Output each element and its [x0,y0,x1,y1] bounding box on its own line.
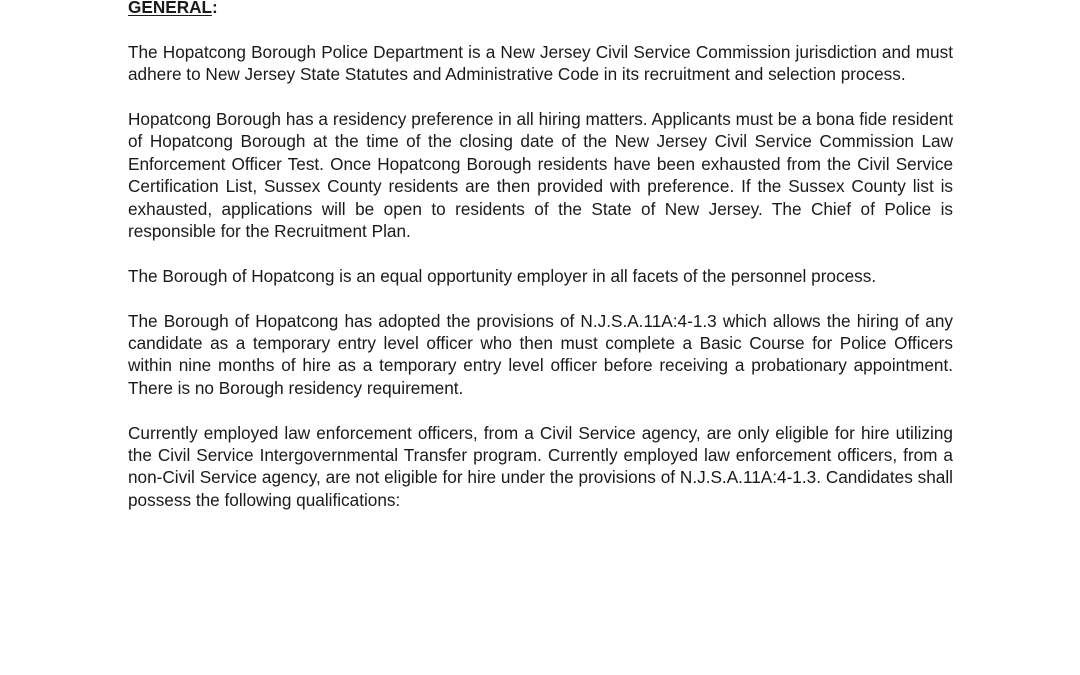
paragraph-jurisdiction: The Hopatcong Borough Police Department is a New Jersey Civil Service Commission jurisdiction and must adhere to New Jersey State Statutes and Administrative Code in its recruitment and selection process. [128,41,953,85]
paragraph-equal-opportunity: The Borough of Hopatcong is an equal opportunity employer in all facets of the personnel process. [128,265,877,286]
section-heading-text: GENERAL [128,0,213,17]
section-heading [128,0,953,18]
paragraph-transfer-eligibility: Currently employed law enforcement officers, from a Civil Service agency, are only eligible for hire utilizing the Civil Service Intergovernmental Transfer program. Currently employed law enforcement officers, from a non-Civil Service agency, are not eligible for hire under the provisions of N.J.S.A.11A:4-1.3. Candidates shall possess the following qualifications: [128,422,953,510]
section-heading-colon: : [212,0,218,17]
paragraph-residency-preference: Hopatcong Borough has a residency preference in all hiring matters. Applicants must be a bona fide resident of Hopatcong Borough at the time of the closing date of the New Jersey Civil Service Commission Law Enforcement Officer Test. Once Hopatcong Borough residents have been exhausted from the Civil Service Certification List, Sussex County residents are then provided with preference. If the Sussex County list is exhausted, applications will be open to residents of the State of New Jersey. The Chief of Police is responsible for the Recruitment Plan. [128,109,953,242]
paragraph-temporary-officer: The Borough of Hopatcong has adopted the provisions of N.J.S.A.11A:4-1.3 which allows the hiring of any candidate as a temporary entry level officer who then must complete a Basic Course for Police Officers within nine months of hire as a temporary entry level officer before receiving a probationary appointment. There is no Borough residency requirement. [128,310,953,398]
document-body [128,0,953,534]
